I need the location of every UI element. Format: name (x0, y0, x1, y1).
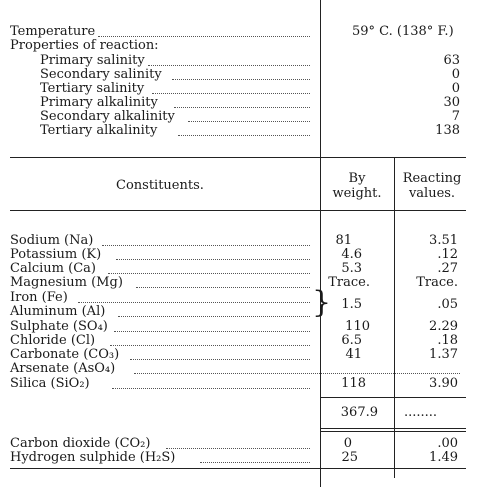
total-weight: 367.9 (340, 405, 378, 420)
constituent-reacting: 3.90 (429, 376, 458, 391)
temperature-label: Temperature (10, 24, 96, 39)
reacting-header-line2: values. (408, 186, 456, 201)
temperature-leader (98, 36, 310, 37)
constituent-label: Sulphate (SO₄) (10, 319, 108, 334)
constituent-leader (78, 302, 310, 303)
weight-header-line1: By (348, 171, 366, 186)
iron-aluminum-brace: } (312, 285, 332, 320)
constituent-leader (112, 388, 310, 389)
property-leader (152, 93, 310, 94)
constituent-reacting: 2.29 (429, 319, 458, 334)
constituent-weight: 41 (345, 347, 362, 362)
property-value: 0 (451, 67, 460, 82)
properties-heading: Properties of reaction: (10, 38, 159, 53)
reacting-header-line1: Reacting (402, 171, 462, 186)
constituent-weight: 118 (341, 376, 366, 391)
constituent-weight: Trace. (328, 275, 370, 290)
constituent-label: Iron (Fe) (10, 290, 68, 305)
constituent-weight: 110 (345, 319, 370, 334)
constituent-label: Magnesium (Mg) (10, 275, 123, 290)
constituents-header-rule (10, 210, 466, 211)
constituent-label: Carbonate (CO₃) (10, 347, 120, 362)
property-label: Secondary salinity (40, 67, 162, 82)
property-value: 7 (451, 109, 460, 124)
gas-label: Hydrogen sulphide (H₂S) (10, 450, 176, 465)
column-rule-right (394, 158, 395, 478)
property-leader (148, 65, 310, 66)
constituent-reacting: .18 (437, 333, 458, 348)
gases-double-rule-top (320, 428, 466, 429)
gas-leader (200, 462, 310, 463)
constituent-weight: 5.3 (341, 261, 362, 276)
constituent-leader (136, 287, 310, 288)
property-label: Primary alkalinity (40, 95, 158, 110)
gas-leader (166, 448, 310, 449)
constituent-label: Sodium (Na) (10, 233, 94, 248)
constituent-leader (102, 245, 310, 246)
constituent-leader (130, 359, 310, 360)
constituent-reacting: 1.37 (429, 347, 458, 362)
constituents-header: Constituents. (116, 178, 204, 193)
property-label: Secondary alkalinity (40, 109, 175, 124)
total-reacting: ........ (404, 405, 438, 420)
constituent-reacting: 3.51 (429, 233, 458, 248)
property-leader (178, 135, 310, 136)
constituent-weight: 81 (335, 233, 352, 248)
gas-weight: 25 (341, 450, 358, 465)
column-rule-left (320, 0, 321, 487)
constituent-reacting: .05 (437, 297, 458, 312)
constituent-leader (114, 331, 310, 332)
constituent-label: Calcium (Ca) (10, 261, 96, 276)
property-value: 138 (435, 123, 460, 138)
constituent-reacting: .12 (437, 247, 458, 262)
property-leader (188, 121, 310, 122)
table-header-rule (10, 157, 466, 158)
property-label: Primary salinity (40, 53, 145, 68)
constituent-label: Chloride (Cl) (10, 333, 96, 348)
property-value: 0 (451, 81, 460, 96)
constituent-weight: 1.5 (341, 297, 362, 312)
constituent-weight: 4.6 (341, 247, 362, 262)
gas-reacting: .00 (437, 436, 458, 451)
table-bottom-rule (10, 468, 466, 469)
constituent-reacting: Trace. (416, 275, 458, 290)
property-value: 63 (443, 53, 460, 68)
gases-double-rule-bottom (320, 431, 466, 432)
constituent-label: Silica (SiO₂) (10, 376, 90, 391)
constituent-label: Potassium (K) (10, 247, 102, 262)
property-value: 30 (443, 95, 460, 110)
temperature-value: 59° C. (138° F.) (352, 24, 454, 39)
property-label: Tertiary alkalinity (40, 123, 158, 138)
property-leader (172, 79, 310, 80)
constituent-label: Aluminum (Al) (10, 304, 106, 319)
constituent-leader (118, 316, 310, 317)
constituent-label: Arsenate (AsO₄) (10, 361, 116, 376)
property-leader (174, 107, 310, 108)
total-rule (320, 397, 466, 398)
gas-label: Carbon dioxide (CO₂) (10, 436, 151, 451)
constituent-leader (110, 345, 310, 346)
gas-reacting: 1.49 (429, 450, 458, 465)
constituent-reacting: .27 (437, 261, 458, 276)
constituent-leader (116, 259, 310, 260)
gas-weight: 0 (343, 436, 352, 451)
weight-header-line2: weight. (332, 186, 382, 201)
constituent-weight: 6.5 (341, 333, 362, 348)
constituent-leader (108, 273, 310, 274)
property-label: Tertiary salinity (40, 81, 145, 96)
constituent-leader (134, 373, 460, 374)
